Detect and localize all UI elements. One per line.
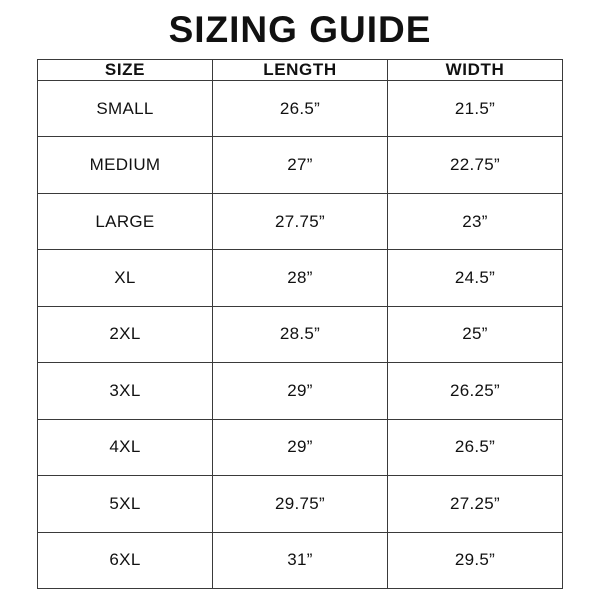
page-title: SIZING GUIDE bbox=[168, 9, 432, 50]
length-cell: 27” bbox=[213, 137, 388, 193]
size-cell: 3XL bbox=[38, 363, 213, 419]
length-cell: 29” bbox=[213, 419, 388, 475]
width-cell: 23” bbox=[388, 193, 563, 249]
length-cell: 28” bbox=[213, 250, 388, 306]
size-cell: 2XL bbox=[38, 306, 213, 362]
table-row bbox=[38, 81, 563, 137]
size-cell: 4XL bbox=[38, 419, 213, 475]
size-cell: SMALL bbox=[38, 81, 213, 137]
size-cell: 5XL bbox=[38, 476, 213, 532]
width-cell: 25” bbox=[388, 306, 563, 362]
table-row bbox=[38, 532, 563, 589]
table-row bbox=[38, 193, 563, 249]
size-cell: LARGE bbox=[38, 193, 213, 249]
length-cell: 28.5” bbox=[213, 306, 388, 362]
length-cell: 29” bbox=[213, 363, 388, 419]
table-header-row bbox=[38, 60, 563, 81]
length-cell: 29.75” bbox=[213, 476, 388, 532]
table-row bbox=[38, 306, 563, 362]
table-row bbox=[38, 137, 563, 193]
size-cell: 6XL bbox=[38, 532, 213, 589]
width-cell: 21.5” bbox=[388, 81, 563, 137]
length-cell: 31” bbox=[213, 532, 388, 589]
width-cell: 22.75” bbox=[388, 137, 563, 193]
column-header-size: SIZE bbox=[38, 60, 213, 81]
table-row bbox=[38, 363, 563, 419]
column-header-length: LENGTH bbox=[213, 60, 388, 81]
width-cell: 27.25” bbox=[388, 476, 563, 532]
size-cell: MEDIUM bbox=[38, 137, 213, 193]
width-cell: 24.5” bbox=[388, 250, 563, 306]
column-header-width: WIDTH bbox=[388, 60, 563, 81]
table-row bbox=[38, 476, 563, 532]
width-cell: 29.5” bbox=[388, 532, 563, 589]
length-cell: 26.5” bbox=[213, 81, 388, 137]
table-row bbox=[38, 250, 563, 306]
table-row bbox=[38, 419, 563, 475]
width-cell: 26.25” bbox=[388, 363, 563, 419]
size-cell: XL bbox=[38, 250, 213, 306]
width-cell: 26.5” bbox=[388, 419, 563, 475]
length-cell: 27.75” bbox=[213, 193, 388, 249]
sizing-table bbox=[37, 59, 563, 589]
